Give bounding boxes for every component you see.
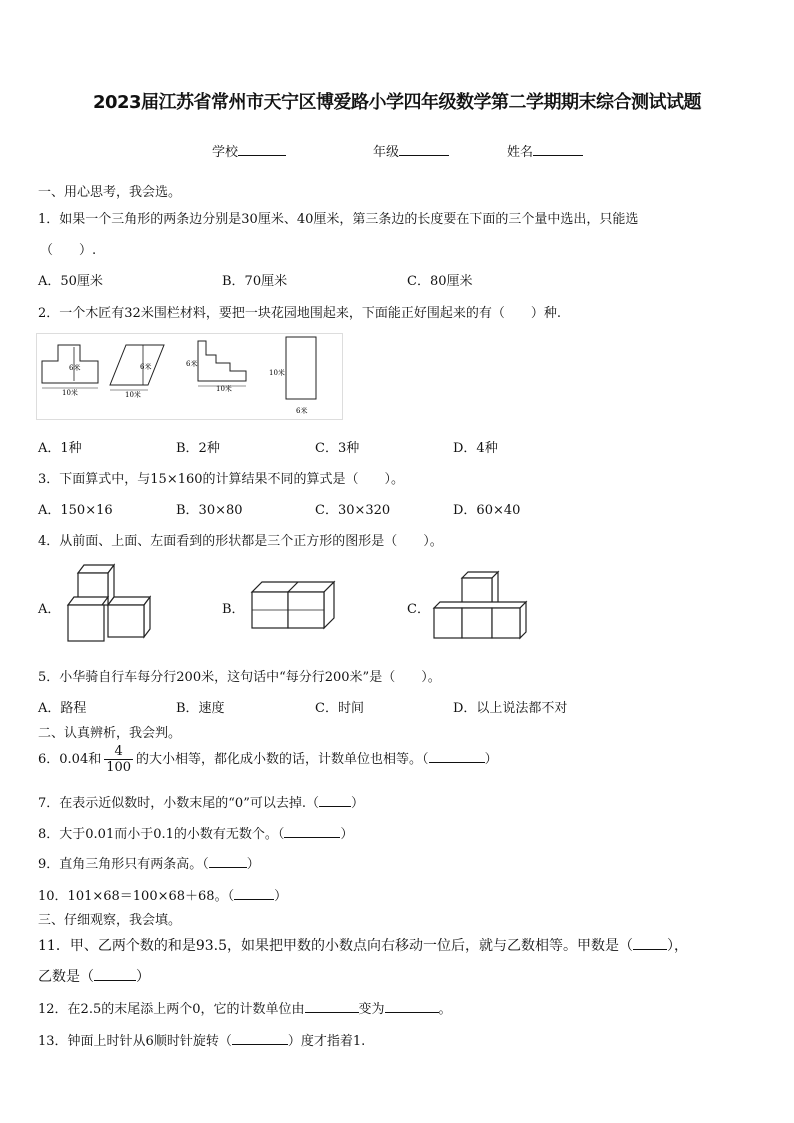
q2-option-b[interactable]: B．2种 (176, 441, 220, 456)
q1-text: 1．如果一个三角形的两条边分别是30厘米、40厘米，第三条边的长度要在下面的三个量中选出，只能选 (38, 212, 639, 227)
q11-first-blank[interactable] (633, 937, 667, 950)
q2-label-5: 6米 (186, 360, 198, 368)
q12-first-blank[interactable] (305, 1000, 359, 1013)
shape-parallelogram (110, 345, 164, 385)
q6-end: ） (484, 752, 498, 767)
q7-text: 7．在表示近似数时，小数末尾的“0”可以去掉.（ (38, 796, 319, 811)
q11-line1-end: ）， (666, 938, 688, 954)
q11-second-blank[interactable] (94, 968, 136, 981)
q10-end: ） (274, 889, 288, 904)
q6-pre: 6．0.04和 (38, 752, 102, 767)
section-2-heading: 二、认真辨析，我会判。 (38, 726, 182, 741)
q12 (38, 998, 452, 1017)
q9-answer-blank[interactable] (209, 855, 247, 868)
q4-cube-figure-a (64, 561, 154, 647)
q9 (38, 853, 260, 872)
page-title: 2023届江苏省常州市天宁区博爱路小学四年级数学第二学期期末综合测试试题 (92, 92, 702, 113)
q2-option-c[interactable]: C．3种 (315, 441, 360, 456)
school-field[interactable] (212, 141, 286, 160)
q8-end: ） (340, 827, 354, 842)
q4-cube-figure-b (248, 578, 338, 632)
fraction (104, 744, 133, 775)
q10 (38, 885, 287, 904)
q11-line2-end: ） (136, 969, 150, 985)
q9-text: 9．直角三角形只有两条高。（ (38, 857, 209, 872)
q2-label-3: 6米 (140, 363, 152, 371)
q11-line1 (38, 935, 688, 955)
q4-option-b[interactable]: B． (222, 602, 245, 617)
q5-option-c[interactable]: C．时间 (315, 701, 364, 716)
q13-end: ）度才指着1. (287, 1034, 366, 1049)
q5-option-b[interactable]: B．速度 (176, 701, 225, 716)
q11-text-2: 乙数是（ (38, 969, 94, 985)
grade-label: 年级 (373, 145, 400, 160)
q6-answer-blank[interactable] (429, 750, 485, 763)
q2-label-8: 6米 (296, 407, 308, 415)
q12-end: 。 (438, 1002, 452, 1017)
q4-cube-figure-c (430, 570, 530, 642)
q2-option-d[interactable]: D．4种 (453, 441, 498, 456)
q2-text: 2．一个木匠有32米围栏材料，要把一块花园地围起来，下面能正好围起来的有（ ）种. (38, 306, 561, 321)
fraction-denominator: 100 (106, 760, 132, 775)
fraction-numerator: 4 (104, 744, 133, 760)
grade-field[interactable] (373, 141, 449, 160)
name-blank[interactable] (533, 143, 583, 156)
q4-text: 4．从前面、上面、左面看到的形状都是三个正方形的图形是（ ）。 (38, 534, 443, 549)
grade-blank[interactable] (399, 143, 449, 156)
name-field[interactable] (507, 141, 583, 160)
q2-label-2: 10米 (62, 389, 78, 397)
shape-rectangle (286, 337, 316, 399)
q11-line2 (38, 966, 150, 986)
school-label: 学校 (212, 145, 239, 160)
q12-second-blank[interactable] (385, 1000, 439, 1013)
q3-option-d[interactable]: D．60×40 (453, 503, 521, 518)
q1-option-c[interactable]: C．80厘米 (407, 274, 473, 289)
q1-paren: （ ）. (40, 243, 97, 258)
q7 (38, 792, 364, 811)
shape-staircase (198, 341, 246, 381)
q13 (38, 1030, 365, 1049)
q5-option-a[interactable]: A．路程 (38, 701, 87, 716)
q3-option-c[interactable]: C．30×320 (315, 503, 391, 518)
q1-option-b[interactable]: B．70厘米 (222, 274, 288, 289)
school-blank[interactable] (238, 143, 286, 156)
q7-end: ） (350, 796, 364, 811)
q13-answer-blank[interactable] (232, 1032, 288, 1045)
q13-text: 13．钟面上时针从6顺时针旋转（ (38, 1034, 232, 1049)
q10-answer-blank[interactable] (234, 887, 274, 900)
q2-garden-shapes-figure (36, 333, 346, 421)
q8 (38, 823, 353, 842)
q2-option-a[interactable]: A．1种 (38, 441, 82, 456)
q7-answer-blank[interactable] (319, 794, 351, 807)
q9-end: ） (246, 857, 260, 872)
q10-text: 10．101×68＝100×68＋68。（ (38, 889, 235, 904)
q8-text: 8．大于0.01而小于0.1的小数有无数个。（ (38, 827, 285, 842)
q6-post: 的大小相等，都化成小数的话，计数单位也相等。（ (136, 752, 429, 767)
q5-text: 5．小华骑自行车每分行200米，这句话中“每分行200米”是（ ）。 (38, 670, 441, 685)
name-label: 姓名 (507, 145, 534, 160)
q3-option-a[interactable]: A．150×16 (38, 503, 113, 518)
q4-option-c[interactable]: C． (407, 602, 430, 617)
q3-text: 3．下面算式中，与15×160的计算结果不同的算式是（ ）。 (38, 472, 405, 487)
q2-label-7: 10米 (269, 369, 285, 377)
q8-answer-blank[interactable] (284, 825, 340, 838)
q2-label-6: 10米 (216, 385, 232, 393)
q2-label-1: 6米 (69, 364, 81, 372)
q5-option-d[interactable]: D．以上说法都不对 (453, 701, 568, 716)
q2-label-4: 10米 (125, 391, 141, 399)
q3-option-b[interactable]: B．30×80 (176, 503, 243, 518)
q12-text: 12．在2.5的末尾添上两个0，它的计数单位由 (38, 1002, 305, 1017)
q11-text: 11．甲、乙两个数的和是93.5，如果把甲数的小数点向右移动一位后，就与乙数相等。甲数是（ (38, 938, 633, 954)
q12-mid: 变为 (358, 1002, 385, 1017)
q4-option-a[interactable]: A． (38, 602, 61, 617)
q6 (38, 744, 498, 775)
section-1-heading: 一、用心思考，我会选。 (38, 185, 182, 200)
section-3-heading: 三、仔细观察，我会填。 (38, 913, 182, 928)
q1-option-a[interactable]: A．50厘米 (38, 274, 103, 289)
